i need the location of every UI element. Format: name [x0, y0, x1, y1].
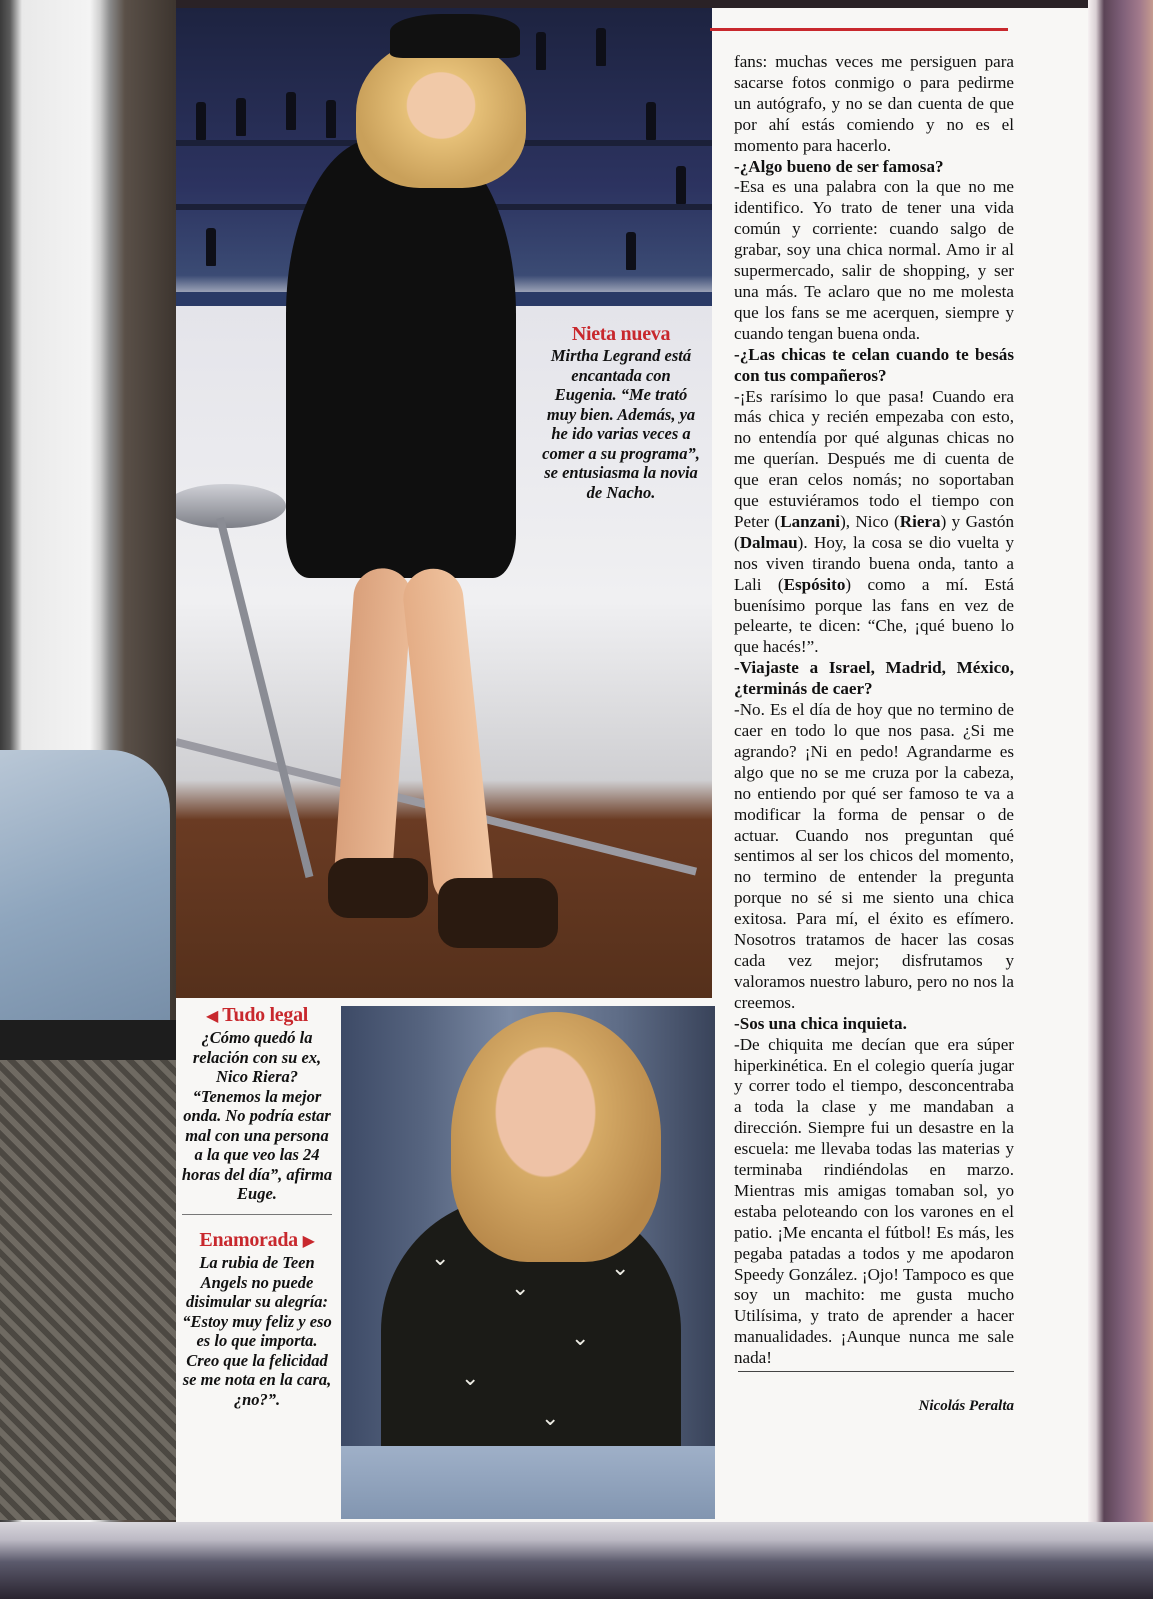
bird-print-icon: ⌄ [611, 1256, 630, 1281]
photo-bar-portrait [176, 8, 712, 998]
caption-body: Mirtha Legrand está encantada con Eugenia. “Me trató muy bien. Además, ya he ido varias veces a comer a su programa”, se entusiasma la novia de Nacho. [542, 346, 700, 502]
caption-title: Enamorada [199, 1229, 298, 1251]
caption-divider [182, 1214, 332, 1215]
caption-title: Nieta nueva [571, 323, 671, 345]
adjacent-photo-floor [0, 1060, 176, 1520]
adjacent-photo-step [0, 1020, 176, 1060]
sandal [328, 858, 428, 918]
arrow-right-icon: ▶ [302, 1231, 315, 1250]
article-body [734, 52, 1014, 1369]
bird-print-icon: ⌄ [571, 1326, 590, 1351]
sandal [438, 878, 558, 948]
blonde-hair [451, 1012, 661, 1262]
name-bold: Dalmau [739, 532, 798, 552]
caption-body: ¿Cómo quedó la relación con su ex, Nico Riera? “Tenemos la mejor onda. No podría estar mal con una persona a la que veo las 24 horas del día”, afirma Euge. [181, 1028, 333, 1203]
photo-hoodie-portrait [341, 1006, 715, 1519]
interview-question: -Viajaste a Israel, Madrid, México, ¿terminás de caer? [734, 658, 1014, 699]
bird-print-icon: ⌄ [511, 1276, 530, 1301]
interview-answer: -¡Es rarísimo lo que pasa! Cuando era más chica y recién empezaba con esto, no entendía por qué algunas chicas no me querían. Después me di cuenta de que eran celos nomás; no soportaban que estuviéramos todo el tiempo con Peter (Lanzani), Nico (Riera) y Gastón (Dalmau). Hoy, la cosa se dio vuelta y nos viven tirando buena onda, tanto a Lali (Espósito) como a mí. Está buenísimo porque las fans en vez de pelearte, te dicen: “Che, ¡qué bueno lo que hacés!”. [734, 386, 1015, 657]
bird-print-icon: ⌄ [461, 1366, 480, 1391]
bird-print-icon: ⌄ [431, 1246, 450, 1271]
author-byline: Nicolás Peralta [918, 1398, 1014, 1414]
blonde-hair [356, 38, 526, 188]
name-bold: Lanzani [780, 511, 841, 531]
paragraph: fans: muchas veces me persiguen para sacarse fotos conmigo o para pedirme un autógrafo, y no se dan cuenta de que por ahí estás comiendo y no es el momento para hacerlo. [734, 52, 1014, 155]
leg [333, 566, 414, 899]
name-bold: Riera [899, 511, 941, 531]
interview-answer: -Esa es una palabra con la que no me identifico. Yo trato de tener una vida común y corriente: cuando salgo de grabar, soy una chica normal. Amo ir al supermercado, salir de shopping, y ser una más. Te aclaro que no me molesta que los fans se me acerquen, siempre y cuando tengan buena onda. [734, 177, 1014, 343]
interview-answer: -De chiquita me decían que era súper hiperkinética. En el colegio quería jugar y correr todo el tiempo, desconcentraba a toda la clase y me mandaban a dirección. Siempre fui un desastre en la escuela: me llevaba todas las materias y terminaba rindiéndolas en marzo. Mientras mis amigas tomaban sol, yo estaba peloteando con los varones en el patio. ¡Me encanta el fútbol! Es más, les pegaba patadas a todos y me apodaron Speedy González. ¡Ojo! Tampoco es que soy un machito: me gusta mucho Utilísima, y trato de aprender a hacer manualidades. ¡Aunque nunca me sale nada! [734, 1034, 1014, 1368]
jeans [341, 1446, 715, 1519]
adjacent-page-edge [0, 0, 176, 1599]
next-page-edge [1088, 0, 1153, 1599]
name-bold: Espósito [783, 574, 846, 594]
column-top-rule [710, 28, 1008, 31]
caption-nieta-nueva [540, 322, 702, 502]
bird-print-icon: ⌄ [541, 1406, 560, 1431]
caption-enamorada [180, 1228, 334, 1409]
scan-bottom-edge [0, 1522, 1153, 1599]
black-dress [286, 138, 516, 578]
article-end-rule [738, 1371, 1014, 1372]
interview-question: -¿Las chicas te celan cuando te besás con tus compañeros? [734, 344, 1014, 385]
woman-figure [176, 8, 712, 998]
caption-tudo-legal [180, 1003, 334, 1204]
arrow-left-icon: ◀ [205, 1006, 218, 1025]
caption-title: Tudo legal [222, 1004, 309, 1026]
black-hat [390, 14, 520, 58]
caption-body: La rubia de Teen Angels no puede disimular su alegría: “Estoy muy feliz y eso es lo que importa. Creo que la felicidad se me nota en la cara, ¿no?”. [182, 1253, 332, 1409]
interview-answer: -No. Es el día de hoy que no termino de caer en todo lo que nos pasa. ¿Si me agrando? ¡Ni en pedo! Agrandarme es algo que no se me cruza por la cabeza, no entiendo por qué ser famoso te va a modificar la forma de pensar o de actuar. Cuando nos preguntan qué sentimos al ser los chicos del momento, no termino de entender la pregunta porque no sé si me siento una chica exitosa. Para mí, el éxito es efímero. Nosotros tratamos de hacer las cosas cada vez mejor; disfrutamos y valoramos nuestro laburo, pero no nos la creemos. [734, 700, 1014, 1012]
interview-question: -Sos una chica inquieta. [734, 1013, 907, 1033]
interview-question: -¿Algo bueno de ser famosa? [734, 156, 944, 176]
